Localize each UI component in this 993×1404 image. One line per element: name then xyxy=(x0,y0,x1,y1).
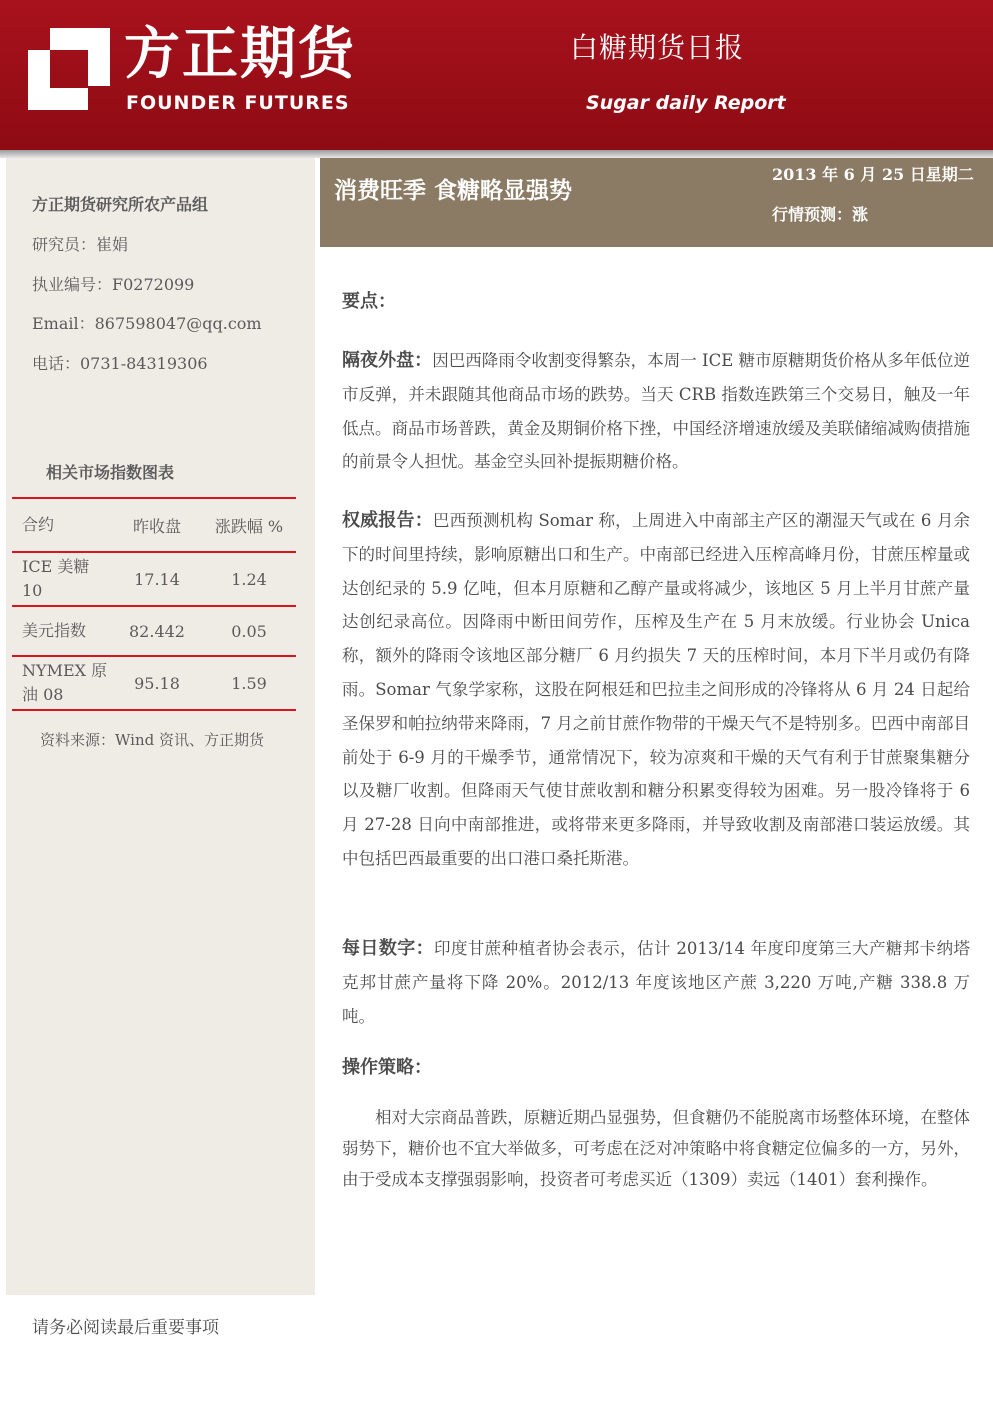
market-table-title: 相关市场指数图表 xyxy=(46,463,175,482)
report-header xyxy=(0,0,993,150)
change-value: 1.59 xyxy=(231,673,267,693)
overnight-text: 因巴西降雨令收割变得繁杂，本周一 ICE 糖市原糖期货价格从多年低位逆市反弹，并未跟随其他商品市场的跌势。当天 CRB 指数连跌第三个交易日，触及一年低点。商品市场普跌，黄金及期铜价格下挫，中国经济增速放缓及美联储缩减购债措施的前景令人担忧。基金空头回补提振期糖价格。 xyxy=(342,351,970,472)
header-change: 涨跌幅 % xyxy=(214,516,284,536)
report-title-en: Sugar daily Report xyxy=(586,92,786,114)
table-rule xyxy=(12,709,296,711)
researcher-name: 研究员：崔娟 xyxy=(32,235,129,254)
table-header-row xyxy=(12,499,296,551)
email-address: Email：867598047@qq.com xyxy=(32,314,262,333)
contract-name: 美元指数 xyxy=(22,621,87,640)
header-divider xyxy=(0,150,993,158)
change-value: 0.05 xyxy=(231,621,267,641)
logo-text-cn: 方正期货 xyxy=(124,22,356,87)
market-index-table xyxy=(12,497,296,711)
contract-name: ICE 美糖 10 xyxy=(22,557,90,600)
logo-text-en: FOUNDER FUTURES xyxy=(126,92,350,114)
report-headline: 消费旺季 食糖略显强势 xyxy=(334,178,573,204)
table-row xyxy=(12,553,296,605)
report-title-cn: 白糖期货日报 xyxy=(570,31,745,64)
prev-close-value: 95.18 xyxy=(134,673,180,693)
overnight-label: 隔夜外盘： xyxy=(342,350,433,371)
overnight-section xyxy=(342,344,970,479)
table-row xyxy=(12,657,296,709)
phone-number: 电话：0731-84319306 xyxy=(32,354,208,373)
daily-label: 每日数字： xyxy=(342,938,435,959)
founder-logo-icon xyxy=(28,28,110,110)
strategy-text: 相对大宗商品普跌，原糖近期凸显强势，但食糖仍不能脱离市场整体环境，在整体弱势下，糖价也不宜大举做多，可考虑在泛对冲策略中将食糖定位偏多的一方，另外，由于受成本支撑强弱影响，投资者可考虑买近（1309）卖远（1401）套利操作。 xyxy=(342,1108,970,1189)
report-text: 巴西预测机构 Somar 称，上周进入中南部主产区的潮湿天气或在 6 月余下的时间里持续，影响原糖出口和生产。中南部已经进入压榨高峰月份，甘蔗压榨量或达创纪录的 5.9 亿吨，但本月原糖和乙醇产量或将减少，该地区 5 月上半月甘蔗产量达创纪录高位。因降雨中断田间劳作，压榨及生产在 5 月末放缓。行业协会 Unica 称，额外的降雨令该地区部分糖厂 6 月约损失 7 天的压榨时间，本月下半月或仍有降雨。Somar 气象学家称，这股在阿根廷和巴拉圭之间形成的冷锋将从 6 月 24 日起给圣保罗和帕拉纳带来降雨，7 月之前甘蔗作物带的干燥天气不是特别多。巴西中南部目前处于 6-9 月的干燥季节，通常情况下，较为凉爽和干燥的天气有利于甘蔗聚集糖分以及糖厂收割。但降雨天气使甘蔗收割和糖分积累变得较为困难。另一股冷锋将于 6 月 27-28 日向中南部推进，或将带来更多降雨，并导致收割及南部港口装运放缓。其中包括巴西最重要的出口港口桑托斯港。 xyxy=(342,511,970,868)
daily-number-section xyxy=(342,932,970,1033)
authority-report-section xyxy=(342,504,970,876)
daily-text: 印度甘蔗种植者协会表示，估计 2013/14 年度印度第三大产糖邦卡纳塔克邦甘蔗产量将下降 20%。2012/13 年度该地区产蔗 3,220 万吨,产糖 338.8 万吨。 xyxy=(342,939,970,1026)
license-number: 执业编号：F0272099 xyxy=(32,275,195,294)
research-group: 方正期货研究所农产品组 xyxy=(32,195,209,214)
disclaimer-notice: 请务必阅读最后重要事项 xyxy=(32,1318,219,1338)
prev-close-value: 17.14 xyxy=(134,569,180,589)
data-source: 资料来源：Wind 资讯、方正期货 xyxy=(40,731,264,749)
key-points-heading: 要点： xyxy=(342,291,396,312)
header-contract: 合约 xyxy=(22,515,55,534)
change-value: 1.24 xyxy=(231,569,267,589)
header-prev-close: 昨收盘 xyxy=(132,516,181,536)
strategy-heading: 操作策略： xyxy=(342,1057,432,1078)
table-row xyxy=(12,607,296,655)
market-forecast: 行情预测：涨 xyxy=(772,205,869,224)
report-label: 权威报告： xyxy=(342,510,433,531)
report-date: 2013 年 6 月 25 日星期二 xyxy=(772,165,974,184)
contract-name: NYMEX 原油 08 xyxy=(22,661,108,704)
prev-close-value: 82.442 xyxy=(129,621,185,641)
